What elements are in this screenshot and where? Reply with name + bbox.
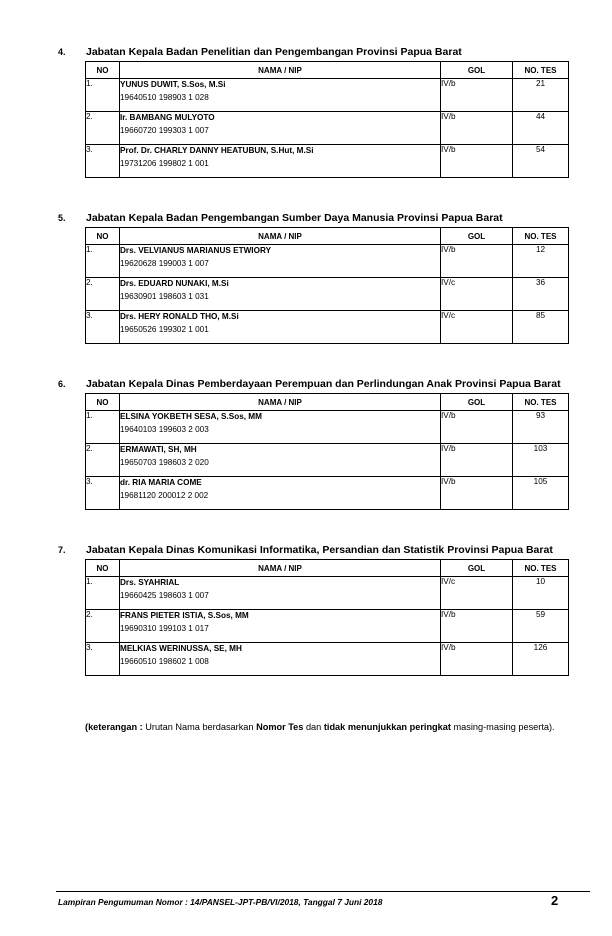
- note-label: keterangan :: [88, 722, 143, 732]
- row-number: 3.: [86, 643, 120, 676]
- table-row: [86, 444, 569, 477]
- candidate-name: Drs. SYAHRIAL: [120, 578, 180, 587]
- name-nip-cell: [120, 112, 441, 145]
- section-title: Jabatan Kepala Badan Pengembangan Sumber Daya Manusia Provinsi Papua Barat: [86, 212, 503, 224]
- table-header-row: [86, 62, 569, 79]
- section-4: [58, 45, 578, 168]
- table-row: [86, 245, 569, 278]
- name-nip-cell: [120, 643, 441, 676]
- candidate-name: Drs. EDUARD NUNAKI, M.Si: [120, 279, 229, 288]
- table-header-row: [86, 394, 569, 411]
- section-7: [58, 543, 578, 666]
- candidate-name: FRANS PIETER ISTIA, S.Sos, MM: [120, 611, 249, 620]
- candidate-name: dr. RIA MARIA COME: [120, 478, 202, 487]
- section-6: [58, 377, 578, 500]
- candidate-name: Ir. BAMBANG MULYOTO: [120, 113, 215, 122]
- test-number-cell: 21: [513, 79, 569, 112]
- section-number: 7.: [58, 545, 66, 555]
- header-no: NO: [86, 394, 120, 411]
- test-number-cell: 59: [513, 610, 569, 643]
- table-row: [86, 311, 569, 344]
- candidate-name: MELKIAS WERINUSSA, SE, MH: [120, 644, 242, 653]
- candidate-nip: 19640103 199603 2 003: [120, 425, 209, 434]
- name-nip-cell: [120, 278, 441, 311]
- rank-cell: IV/c: [441, 577, 513, 610]
- candidate-nip: 19681120 200012 2 002: [120, 491, 209, 500]
- header-gol: GOL: [441, 228, 513, 245]
- name-nip-cell: [120, 610, 441, 643]
- candidate-name: YUNUS DUWIT, S.Sos, M.Si: [120, 80, 226, 89]
- candidate-nip: 19620628 199003 1 007: [120, 259, 209, 268]
- row-number: 3.: [86, 145, 120, 178]
- footer-divider: [56, 891, 590, 892]
- rank-cell: IV/b: [441, 477, 513, 510]
- name-nip-cell: [120, 245, 441, 278]
- header-no-tes: NO. TES: [513, 560, 569, 577]
- name-nip-cell: [120, 577, 441, 610]
- header-no: NO: [86, 62, 120, 79]
- note-text: masing-masing peserta).: [450, 722, 555, 732]
- candidates-table: [85, 227, 569, 344]
- name-nip-cell: [120, 444, 441, 477]
- table-row: [86, 278, 569, 311]
- header-gol: GOL: [441, 62, 513, 79]
- test-number-cell: 36: [513, 278, 569, 311]
- candidates-table: [85, 61, 569, 178]
- header-nama-nip: NAMA / NIP: [120, 394, 441, 411]
- name-nip-cell: [120, 145, 441, 178]
- section-title: Jabatan Kepala Dinas Pemberdayaan Perempuan dan Perlindungan Anak Provinsi Papua Barat: [86, 378, 561, 390]
- rank-cell: IV/b: [441, 245, 513, 278]
- row-number: 1.: [86, 577, 120, 610]
- test-number-cell: 44: [513, 112, 569, 145]
- header-no: NO: [86, 560, 120, 577]
- row-number: 2.: [86, 444, 120, 477]
- candidate-nip: 19660720 199303 1 007: [120, 126, 209, 135]
- name-nip-cell: [120, 311, 441, 344]
- rank-cell: IV/b: [441, 145, 513, 178]
- candidates-table: [85, 393, 569, 510]
- rank-cell: IV/c: [441, 311, 513, 344]
- section-heading: [58, 543, 578, 557]
- rank-cell: IV/b: [441, 411, 513, 444]
- test-number-cell: 10: [513, 577, 569, 610]
- test-number-cell: 103: [513, 444, 569, 477]
- note-bold-peringkat: tidak menunjukkan peringkat: [323, 722, 451, 732]
- test-number-cell: 12: [513, 245, 569, 278]
- section-5: [58, 211, 578, 334]
- header-no: NO: [86, 228, 120, 245]
- section-heading: [58, 211, 578, 225]
- candidate-name: Drs. HERY RONALD THO, M.Si: [120, 312, 239, 321]
- table-row: [86, 145, 569, 178]
- rank-cell: IV/b: [441, 610, 513, 643]
- rank-cell: IV/b: [441, 643, 513, 676]
- section-heading: [58, 45, 578, 59]
- test-number-cell: 126: [513, 643, 569, 676]
- page-number: 2: [551, 893, 559, 908]
- note-text: Urutan Nama berdasarkan: [142, 722, 257, 732]
- row-number: 1.: [86, 411, 120, 444]
- table-row: [86, 610, 569, 643]
- rank-cell: IV/b: [441, 444, 513, 477]
- section-number: 5.: [58, 213, 66, 223]
- header-no-tes: NO. TES: [513, 228, 569, 245]
- section-title: Jabatan Kepala Badan Penelitian dan Pengembangan Provinsi Papua Barat: [86, 46, 462, 58]
- candidate-nip: 19650703 198603 2 020: [120, 458, 209, 467]
- note-text: dan: [303, 722, 324, 732]
- candidate-name: ELSINA YOKBETH SESA, S.Sos, MM: [120, 412, 262, 421]
- row-number: 3.: [86, 477, 120, 510]
- header-nama-nip: NAMA / NIP: [120, 228, 441, 245]
- table-row: [86, 577, 569, 610]
- name-nip-cell: [120, 477, 441, 510]
- candidate-nip: 19640510 198903 1 028: [120, 93, 209, 102]
- candidates-table: [85, 559, 569, 676]
- section-number: 4.: [58, 47, 66, 57]
- test-number-cell: 93: [513, 411, 569, 444]
- candidate-nip: 19660425 198603 1 007: [120, 591, 209, 600]
- row-number: 1.: [86, 245, 120, 278]
- table-row: [86, 79, 569, 112]
- candidate-name: ERMAWATI, SH, MH: [120, 445, 197, 454]
- table-row: [86, 112, 569, 145]
- footer-text: Lampiran Pengumuman Nomor : 14/PANSEL-JPT-PB/VI/2018, Tanggal 7 Juni 2018: [58, 897, 383, 907]
- table-header-row: [86, 228, 569, 245]
- test-number-cell: 85: [513, 311, 569, 344]
- candidate-name: Drs. VELVIANUS MARIANUS ETWIORY: [120, 246, 272, 255]
- name-nip-cell: [120, 411, 441, 444]
- rank-cell: IV/c: [441, 278, 513, 311]
- section-title: Jabatan Kepala Dinas Komunikasi Informatika, Persandian dan Statistik Provinsi Papua Barat: [86, 544, 553, 556]
- header-no-tes: NO. TES: [513, 62, 569, 79]
- header-no-tes: NO. TES: [513, 394, 569, 411]
- candidate-nip: 19731206 199802 1 001: [120, 159, 209, 168]
- row-number: 2.: [86, 610, 120, 643]
- name-nip-cell: [120, 79, 441, 112]
- table-row: [86, 643, 569, 676]
- header-nama-nip: NAMA / NIP: [120, 560, 441, 577]
- test-number-cell: 54: [513, 145, 569, 178]
- table-header-row: [86, 560, 569, 577]
- header-gol: GOL: [441, 560, 513, 577]
- note-paragraph: (keterangan : Urutan Nama berdasarkan Nomor Tes dan tidak menunjukkan peringkat masing-masing peserta).: [85, 722, 555, 732]
- candidate-nip: 19630901 198603 1 031: [120, 292, 209, 301]
- row-number: 2.: [86, 278, 120, 311]
- candidate-nip: 19660510 198602 1 008: [120, 657, 209, 666]
- rank-cell: IV/b: [441, 112, 513, 145]
- section-heading: [58, 377, 578, 391]
- candidate-nip: 19650526 199302 1 001: [120, 325, 209, 334]
- row-number: 1.: [86, 79, 120, 112]
- header-nama-nip: NAMA / NIP: [120, 62, 441, 79]
- header-gol: GOL: [441, 394, 513, 411]
- row-number: 3.: [86, 311, 120, 344]
- rank-cell: IV/b: [441, 79, 513, 112]
- row-number: 2.: [86, 112, 120, 145]
- candidate-nip: 19690310 199103 1 017: [120, 624, 209, 633]
- test-number-cell: 105: [513, 477, 569, 510]
- note-bold-nomor-tes: Nomor Tes: [256, 722, 304, 732]
- table-row: [86, 477, 569, 510]
- table-row: [86, 411, 569, 444]
- section-number: 6.: [58, 379, 66, 389]
- candidate-name: Prof. Dr. CHARLY DANNY HEATUBUN, S.Hut, M.Si: [120, 146, 314, 155]
